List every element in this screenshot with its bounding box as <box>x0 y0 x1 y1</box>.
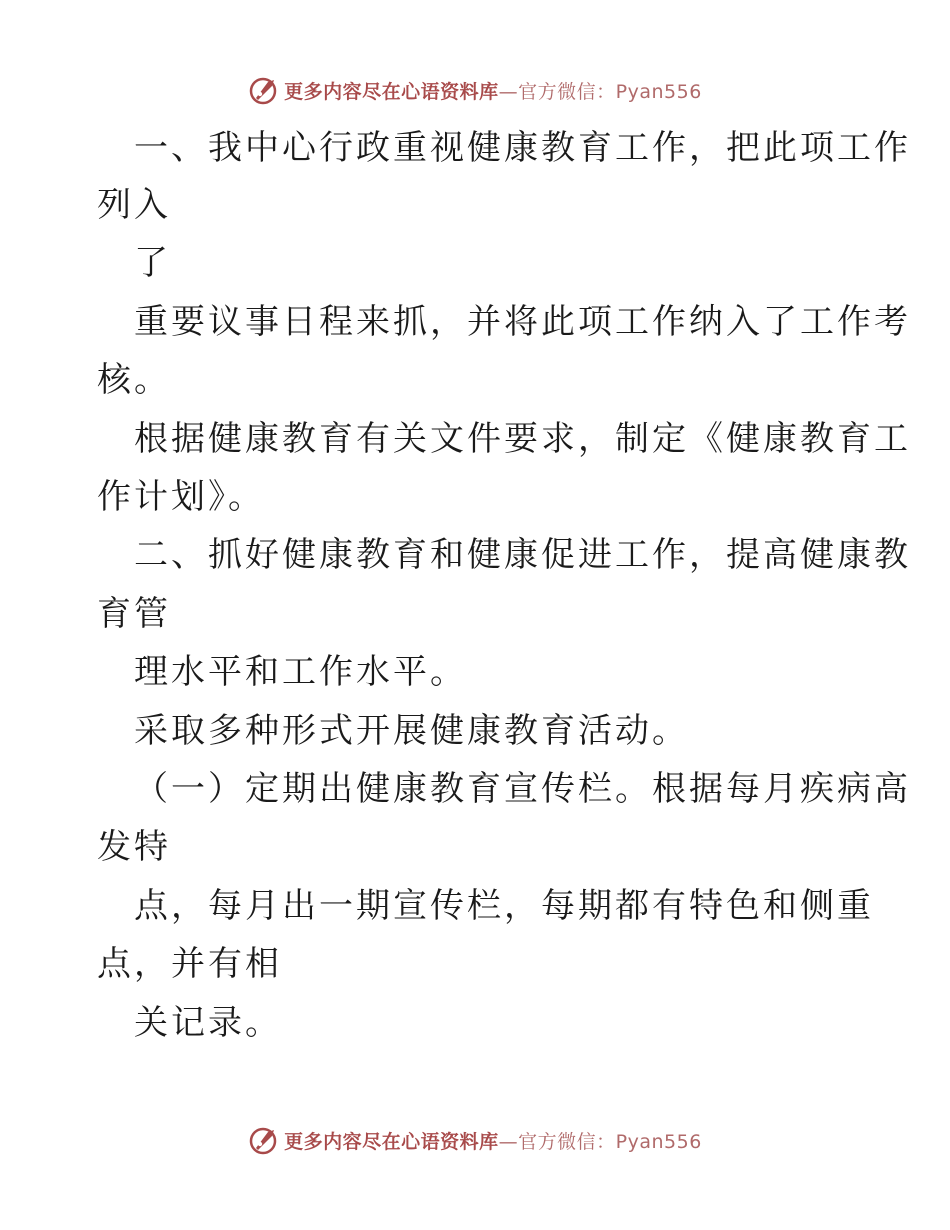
paragraph-line: 育管 <box>97 594 171 634</box>
footer-banner-wechat-text: 官方微信：Pyan556 <box>518 1130 702 1153</box>
header-banner-wechat-text: 官方微信：Pyan556 <box>518 80 702 103</box>
paragraph-line: 了 <box>134 243 171 283</box>
pen-nib-icon <box>248 1124 280 1156</box>
paragraph-line: 发特 <box>97 827 171 867</box>
paragraph-line: 一、我中心行政重视健康教育工作，把此项工作 <box>134 128 911 168</box>
paragraph-line: 点，并有相 <box>97 944 282 984</box>
paragraph-line: 作计划》。 <box>97 477 265 517</box>
paragraph-line: 理水平和工作水平。 <box>134 652 467 692</box>
paragraph-line: 点，每月出一期宣传栏，每期都有特色和侧重 <box>134 886 874 926</box>
header-banner-main-text: 更多内容尽在心语资料库 <box>284 80 499 103</box>
footer-banner-main-text: 更多内容尽在心语资料库 <box>284 1130 499 1153</box>
paragraph-line: 重要议事日程来抓，并将此项工作纳入了工作考 <box>134 302 911 342</box>
paragraph-line: 二、抓好健康教育和健康促进工作，提高健康教 <box>134 535 911 575</box>
paragraph-line: 根据健康教育有关文件要求，制定《健康教育工 <box>134 419 911 459</box>
paragraph-line: 关记录。 <box>134 1003 282 1043</box>
footer-watermark-banner <box>0 1120 950 1160</box>
paragraph-line: 采取多种形式开展健康教育活动。 <box>134 711 689 751</box>
header-banner-separator: — <box>498 80 519 103</box>
footer-banner-separator: — <box>498 1130 519 1153</box>
paragraph-line: （一）定期出健康教育宣传栏。根据每月疾病高 <box>134 769 911 809</box>
paragraph-line: 列入 <box>97 185 171 225</box>
paragraph-line: 核。 <box>97 360 171 400</box>
